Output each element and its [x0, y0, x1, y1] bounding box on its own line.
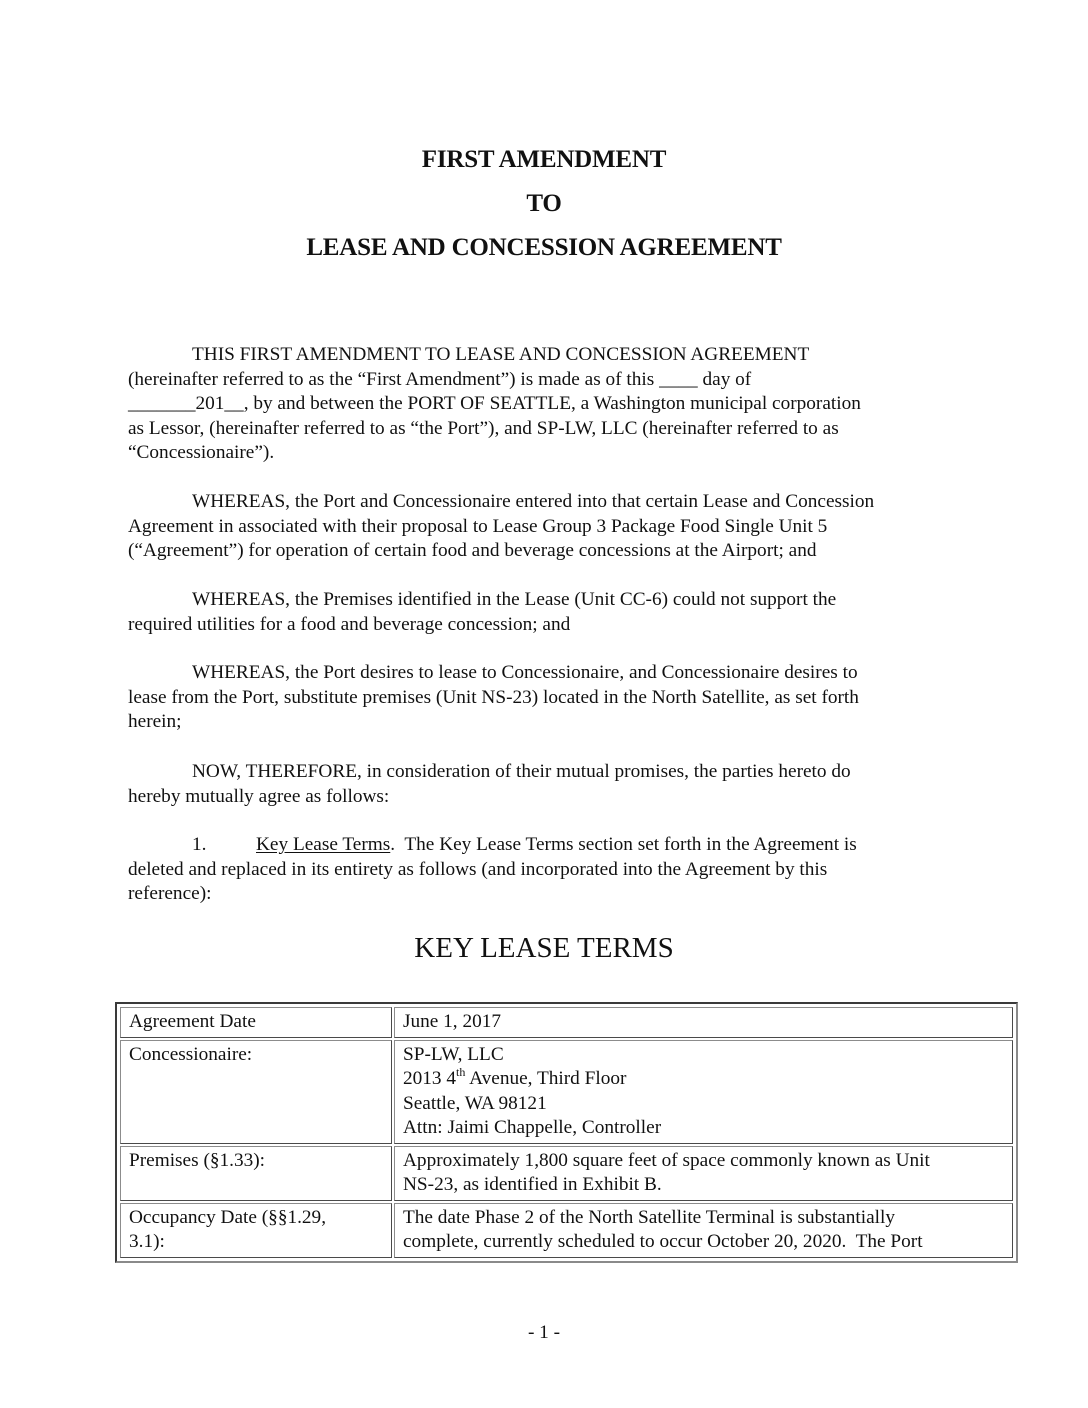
paragraph-line: WHEREAS, the Premises identified in the Lease (Unit CC-6) could not support the	[192, 589, 837, 610]
paragraph-line: WHEREAS, the Port desires to lease to Concessionaire, and Concessionaire desires to	[192, 662, 858, 683]
now-therefore-paragraph	[128, 760, 968, 809]
table-row	[120, 1007, 1013, 1038]
paragraph-line: reference):	[128, 883, 212, 904]
term-label: Premises (§1.33):	[120, 1146, 392, 1201]
paragraph-line: NOW, THEREFORE, in consideration of their mutual promises, the parties hereto do	[192, 761, 851, 782]
term-value	[394, 1040, 1013, 1144]
paragraph-line: deleted and replaced in its entirety as follows (and incorporated into the Agreement by this	[128, 858, 828, 880]
paragraph-line: . The Key Lease Terms section set forth in the Agreement is	[390, 834, 857, 855]
table-row	[120, 1040, 1013, 1144]
term-value: Approximately 1,800 square feet of space commonly known as Unit NS-23, as identified in Exhibit B.	[394, 1146, 1013, 1201]
section-heading: Key Lease Terms	[256, 834, 391, 855]
section-1-paragraph	[128, 833, 968, 907]
whereas-paragraph-1	[128, 490, 968, 564]
paragraph-line: (hereinafter referred to as the “First Amendment”) is made as of this ____ day of	[128, 368, 752, 390]
paragraph-line: required utilities for a food and beverage concession; and	[128, 613, 571, 635]
concessionaire-street: 2013 4th Avenue, Third Floor	[403, 1065, 627, 1089]
section-number: 1.	[192, 834, 207, 855]
table-row	[120, 1203, 1013, 1258]
paragraph-line: herein;	[128, 711, 182, 732]
table-row	[120, 1146, 1013, 1201]
title-line-2: TO	[526, 190, 562, 217]
paragraph-line: WHEREAS, the Port and Concessionaire entered into that certain Lease and Concession	[192, 491, 875, 512]
paragraph-line: Agreement in associated with their proposal to Lease Group 3 Package Food Single Unit 5	[128, 515, 828, 537]
preamble-paragraph	[128, 343, 968, 466]
paragraph-line: THIS FIRST AMENDMENT TO LEASE AND CONCESSION AGREEMENT	[192, 344, 810, 365]
key-lease-terms-table	[115, 1002, 1018, 1263]
term-value: The date Phase 2 of the North Satellite Terminal is substantially complete, currently scheduled to occur October 20, 2020. The Port	[394, 1203, 1013, 1258]
paragraph-line: lease from the Port, substitute premises (Unit NS-23) located in the North Satellite, as set forth	[128, 686, 859, 708]
concessionaire-name: SP-LW, LLC	[403, 1043, 504, 1065]
title-line-1: FIRST AMENDMENT	[421, 146, 667, 173]
whereas-paragraph-2	[128, 588, 968, 637]
concessionaire-city: Seattle, WA 98121	[403, 1092, 547, 1114]
page-number: - 1 -	[527, 1322, 561, 1343]
term-label: Agreement Date	[120, 1007, 392, 1038]
document-title	[0, 138, 1088, 270]
whereas-paragraph-3	[128, 661, 968, 735]
term-label: Occupancy Date (§§1.29, 3.1):	[120, 1203, 392, 1258]
paragraph-line: _______201__, by and between the PORT OF SEATTLE, a Washington municipal corporation	[128, 393, 861, 414]
paragraph-line: as Lessor, (hereinafter referred to as “the Port”), and SP-LW, LLC (hereinafter referred to as	[128, 417, 839, 439]
term-label: Concessionaire:	[120, 1040, 392, 1144]
concessionaire-attn: Attn: Jaimi Chappelle, Controller	[403, 1117, 662, 1138]
paragraph-line: hereby mutually agree as follows:	[128, 785, 390, 807]
key-lease-terms-heading: KEY LEASE TERMS	[414, 932, 674, 964]
term-value: June 1, 2017	[394, 1007, 1013, 1038]
paragraph-line: “Concessionaire”).	[128, 442, 275, 463]
title-line-3: LEASE AND CONCESSION AGREEMENT	[306, 234, 782, 261]
paragraph-line: (“Agreement”) for operation of certain food and beverage concessions at the Airport; and	[128, 540, 817, 561]
